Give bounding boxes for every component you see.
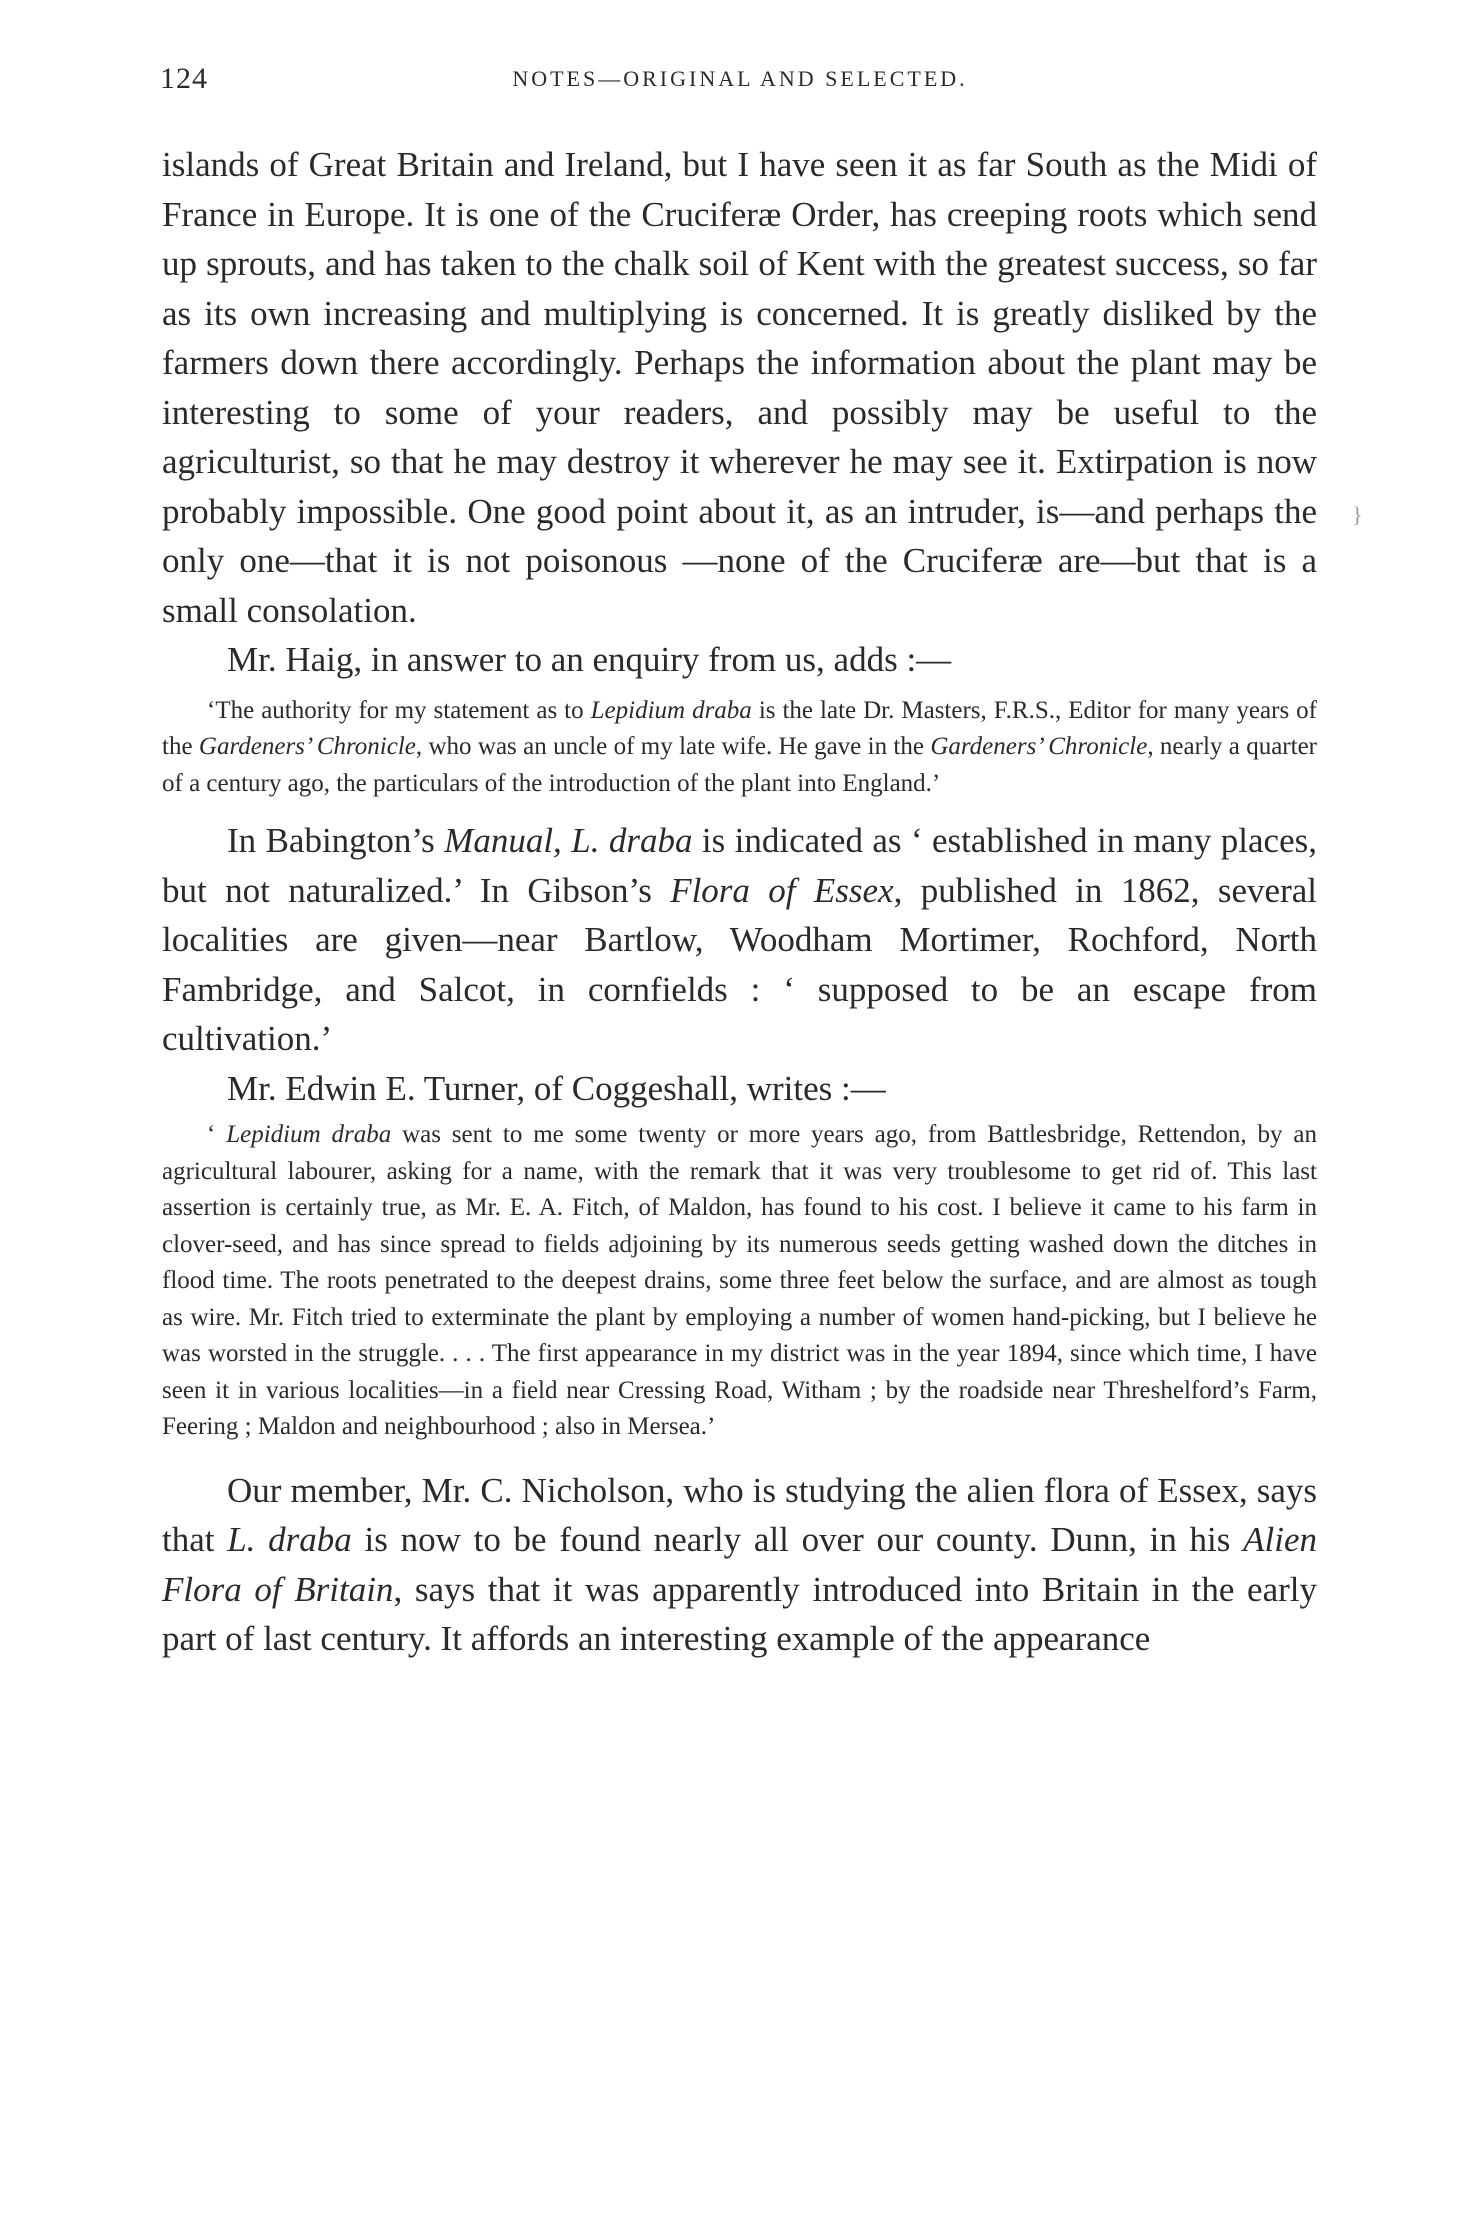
quote-turner: ‘ Lepidium draba was sent to me some twenty or more years ago, from Battlesbridge, Rettendon, by an agricultural labourer, asking for a name, with the remark that it was very troublesome to get rid of. This last assertion is certainly true, as Mr. E. A. Fitch, of Maldon, has found to his cost. I believe it came to his farm in clover-seed, and has since spread to fields adjoining by its numerous seeds getting washed down the ditches in flood time. The roots penetrated to the deepest drains, some three feet below the surface, and are almost as tough as wire. Mr. Fitch tried to exterminate the plant by employing a number of women hand-picking, but I believe he was worsted in the struggle. . . . The first appearance in my district was in the year 1894, since which time, I have seen it in various localities—in a field near Cressing Road, Witham ; by the roadside near Threshelford’s Farm, Feering ; Maldon and neighbourhood ; also in Mersea.’: [162, 1121, 1317, 1440]
running-head: NOTES—ORIGINAL AND SELECTED.: [512, 66, 968, 91]
margin-mark: }: [1352, 502, 1363, 527]
body-text: [162, 140, 1317, 1664]
paragraph-1: islands of Great Britain and Ireland, but I have seen it as far South as the Midi of France in Europe. It is one of the Cruciferæ Order, has creeping roots which send up sprouts, and has taken to the chalk soil of Kent with the greatest success, so far as its own increasing and multiplying is concerned. It is greatly disliked by the farmers down there accordingly. Perhaps the information about the plant may be interesting to some of your readers, and possibly may be useful to the agriculturist, so that he may destroy it wherever he may see it. Extirpation is now probably impossible. One good point about it, as an intruder, is—and perhaps the only one—that it is not poisonous —none of the Cruciferæ are—but that is a small consolation.: [162, 145, 1317, 630]
page-number: 124: [160, 62, 208, 95]
paragraph-3: In Babington’s Manual, L. draba is indicated as ‘ established in many places, but not naturalized.’ In Gibson’s Flora of Essex, published in 1862, several localities are given—near Bartlow, Woodham Mortimer, Rochford, North Fambridge, and Salcot, in cornfields : ‘ supposed to be an escape from cultivation.’: [162, 821, 1318, 1058]
paragraph-2: Mr. Haig, in answer to an enquiry from us, adds :—: [227, 640, 952, 679]
paragraph-5: Our member, Mr. C. Nicholson, who is studying the alien flora of Essex, says that L. draba is now to be found nearly all over our county. Dunn, in his Alien Flora of Britain, says that it was apparently introduced into Britain in the early part of last century. It affords an interesting example of the appearance: [162, 1470, 1317, 1658]
paragraph-4: Mr. Edwin E. Turner, of Coggeshall, writes :—: [227, 1068, 886, 1108]
page-header: [160, 62, 1320, 102]
quote-haig: ‘The authority for my statement as to Lepidium draba is the late Dr. Masters, F.R.S., Editor for many years of the Gardeners’ Chronicle, who was an uncle of my late wife. He gave in the Gardeners’ Chronicle, nearly a quarter of a century ago, the particulars of the introduction of the plant into England.’: [162, 696, 1317, 797]
